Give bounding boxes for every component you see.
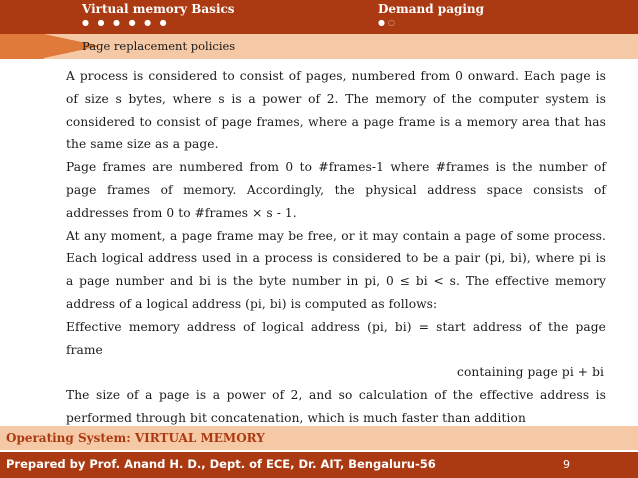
- section-progress-dots-right: [378, 17, 398, 29]
- progress-dot-empty[interactable]: ○: [387, 18, 398, 27]
- section-title-right[interactable]: Demand paging: [378, 2, 485, 16]
- paragraph-4-continued: containing page pi + bi: [457, 365, 604, 380]
- section-title-left[interactable]: Virtual memory Basics: [82, 2, 235, 16]
- author-credit: Prepared by Prof. Anand H. D., Dept. of ECE, Dr. AIT, Bengaluru-56: [6, 457, 436, 471]
- progress-dots[interactable]: ● ● ● ● ● ●: [82, 18, 170, 27]
- paragraph-4: Effective memory address of logical address (pi, bi) = start address of the page frame: [66, 319, 606, 357]
- slide-body: [66, 65, 606, 430]
- section-progress-dots-left: [82, 17, 170, 29]
- slide-subtitle: Page replacement policies: [82, 39, 236, 53]
- paragraph-1: A process is considered to consist of pages, numbered from 0 onward. Each page is of size s bytes, where s is a power of 2. The memory of the computer system is considered to consist of page frames, where a page frame is a memory area that has the same size as a page.: [66, 69, 606, 152]
- page-number: 9: [563, 458, 570, 471]
- paragraph-5: The size of a page is a power of 2, and so calculation of the effective address is performed through bit concatenation, which is much faster than addition: [66, 388, 606, 425]
- subheader-accent: [0, 34, 44, 59]
- course-title: Operating System: VIRTUAL MEMORY: [6, 431, 265, 445]
- paragraph-2: Page frames are numbered from 0 to #frames-1 where #frames is the number of page frames of memory. Accordingly, the physical address space consists of addresses from 0 to #frames × s - 1.: [66, 160, 606, 220]
- progress-dot-filled[interactable]: ●: [378, 18, 388, 27]
- paragraph-3: At any moment, a page frame may be free, or it may contain a page of some process. Each logical address used in a process is considered to be a pair (pi, bi), where pi is a page number and bi is the byte number in pi, 0 ≤ bi < s. The effective memory address of a logical address (pi, bi) is computed as follows:: [66, 228, 606, 311]
